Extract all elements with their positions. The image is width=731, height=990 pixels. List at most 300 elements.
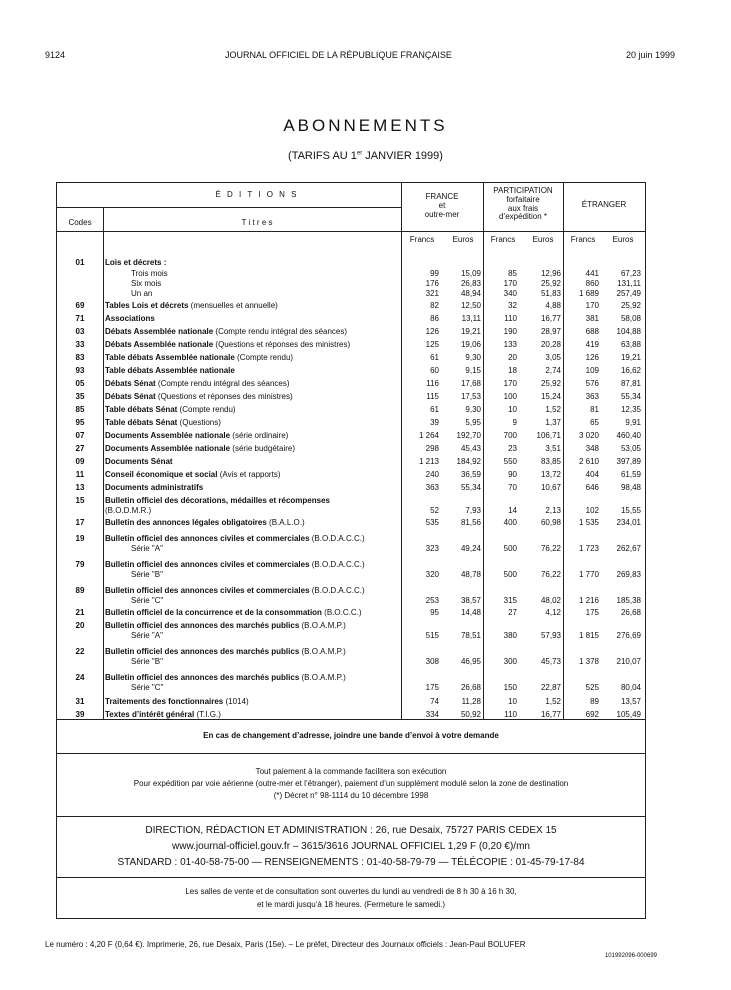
row-value: 12,50 — [460, 301, 481, 310]
row-code: 21 — [75, 608, 85, 617]
row-value: 52 — [430, 506, 439, 515]
row-code: 20 — [75, 621, 85, 630]
row-value: 80,04 — [620, 683, 641, 692]
row-value: 2 610 — [578, 457, 599, 466]
row-title — [105, 340, 405, 349]
row-title-detail: (Compte rendu) — [177, 405, 236, 414]
row-code: 35 — [75, 392, 85, 401]
row-value: 61 — [430, 353, 439, 362]
row-title-bold: Bulletin officiel des annonces civiles et commerciales — [105, 560, 310, 569]
francs-subheader: Francs — [570, 235, 596, 244]
row-value: 74 — [430, 697, 439, 706]
row-title — [105, 683, 431, 692]
row-title-detail: Série "C" — [131, 683, 164, 692]
row-title-detail: (B.O.D.A.C.C.) — [309, 534, 365, 543]
row-title — [105, 279, 431, 288]
row-value: 1 723 — [578, 544, 599, 553]
row-title — [105, 673, 405, 682]
row-title — [105, 483, 405, 492]
row-value: 22,87 — [540, 683, 561, 692]
row-code: 95 — [75, 418, 85, 427]
row-value: 320 — [425, 570, 439, 579]
row-value: 10,67 — [540, 483, 561, 492]
row-value: 170 — [585, 301, 599, 310]
row-value: 60,98 — [540, 518, 561, 527]
change-notice: En cas de changement d’adresse, joindre une bande d’envoi à votre demande — [56, 719, 646, 754]
row-value: 397,89 — [616, 457, 641, 466]
row-value: 26,68 — [460, 683, 481, 692]
row-value: 276,69 — [616, 631, 641, 640]
table-row — [57, 544, 645, 560]
journal-title: JOURNAL OFFICIEL DE LA RÉPUBLIQUE FRANÇAISE — [225, 50, 452, 60]
website-line: www.journal-officiel.gouv.fr – 3615/3616 JOURNAL OFFICIEL 1,29 F (0,20 €)/mn — [172, 841, 530, 852]
row-value: 404 — [585, 470, 599, 479]
row-value: 25,92 — [540, 279, 561, 288]
row-value: 210,07 — [616, 657, 641, 666]
row-value: 363 — [585, 392, 599, 401]
codes-header: Codes — [68, 218, 92, 227]
row-title — [105, 518, 405, 527]
row-value: 1 213 — [418, 457, 439, 466]
row-value: 81,56 — [460, 518, 481, 527]
row-value: 13,11 — [461, 314, 481, 323]
row-title-detail: Un an — [131, 289, 153, 298]
row-title-detail: Série "A" — [131, 544, 163, 553]
row-title — [105, 353, 405, 362]
row-value: 67,23 — [620, 269, 641, 278]
row-value: 55,34 — [460, 483, 481, 492]
issue-date: 20 juin 1999 — [625, 50, 675, 60]
row-value: 7,93 — [465, 506, 481, 515]
row-value: 131,11 — [617, 279, 641, 288]
row-value: 110 — [504, 710, 517, 719]
row-code: 89 — [75, 586, 85, 595]
row-code: 85 — [75, 405, 85, 414]
row-value: 19,06 — [460, 340, 481, 349]
divider — [57, 231, 645, 232]
row-value: 400 — [503, 518, 517, 527]
page-header — [45, 50, 675, 64]
row-title-bold: Table débats Assemblée nationale — [105, 366, 235, 375]
row-title-bold: Table débats Sénat — [105, 418, 178, 427]
table-row — [57, 586, 645, 596]
row-value: 240 — [425, 470, 439, 479]
table-row — [57, 418, 645, 431]
row-value: 39 — [430, 418, 439, 427]
row-title-bold: Débats Assemblée nationale — [105, 327, 214, 336]
row-value: 23 — [508, 444, 517, 453]
row-value: 125 — [425, 340, 439, 349]
row-value: 87,81 — [620, 379, 641, 388]
row-value: 192,70 — [456, 431, 481, 440]
row-title-bold: Débats Sénat — [105, 392, 156, 401]
row-value: 50,92 — [460, 710, 481, 719]
row-value: 82 — [430, 301, 439, 310]
row-value: 1 378 — [578, 657, 599, 666]
row-value: 700 — [503, 431, 517, 440]
table-row — [57, 431, 645, 444]
row-title-detail: (B.O.D.A.C.C.) — [309, 560, 365, 569]
row-title-detail: (série ordinaire) — [230, 431, 289, 440]
france-header: FRANCE et outre-mer — [424, 192, 460, 219]
address-line: DIRECTION, RÉDACTION ET ADMINISTRATION : 26, rue Desaix, 75727 PARIS CEDEX 15 — [145, 825, 557, 836]
row-value: 1,52 — [545, 697, 561, 706]
table-row — [57, 353, 645, 366]
row-code: 69 — [75, 301, 85, 310]
row-title-bold: Bulletin des annonces légales obligatoires — [105, 518, 267, 527]
rates-table — [56, 182, 646, 720]
row-value: 110 — [504, 314, 517, 323]
row-value: 257,49 — [616, 289, 641, 298]
row-title-detail: (mensuelles et annuelle) — [188, 301, 278, 310]
row-value: 11,28 — [461, 697, 481, 706]
opening-hours — [56, 878, 646, 919]
row-title — [105, 621, 405, 630]
page-number: 9124 — [45, 50, 66, 60]
editions-header: É D I T I O N S — [215, 190, 299, 199]
row-title-bold: Conseil économique et social — [105, 470, 218, 479]
row-title-bold: Bulletin officiel des annonces des marchés publics — [105, 647, 300, 656]
row-value: 3,05 — [545, 353, 561, 362]
row-title — [105, 596, 431, 605]
table-row — [57, 621, 645, 631]
row-value: 190 — [503, 327, 517, 336]
row-value: 1 815 — [578, 631, 599, 640]
row-code: 31 — [75, 697, 85, 706]
row-value: 98,48 — [620, 483, 641, 492]
payment-note: Pour expédition par voie aérienne (outre-mer et l’étranger), paiement d’un supplément modulé selon la zone de destination — [133, 779, 569, 788]
row-value: 15,24 — [540, 392, 561, 401]
row-title-bold: Bulletin officiel des annonces des marchés publics — [105, 673, 300, 682]
row-value: 65 — [590, 418, 599, 427]
row-value: 2,74 — [545, 366, 561, 375]
row-value: 51,83 — [540, 289, 561, 298]
row-title-bold: Documents Assemblée nationale — [105, 431, 231, 440]
table-row — [57, 608, 645, 621]
row-title-detail: (1014) — [223, 697, 249, 706]
row-value: 860 — [585, 279, 599, 288]
row-value: 1 216 — [578, 596, 599, 605]
row-value: 1 770 — [578, 570, 599, 579]
row-title-bold: Table débats Sénat — [105, 405, 178, 414]
table-row — [57, 327, 645, 340]
row-value: 1,37 — [545, 418, 561, 427]
row-code: 09 — [75, 457, 85, 466]
table-row — [57, 631, 645, 647]
table-row — [57, 683, 645, 697]
row-value: 550 — [503, 457, 517, 466]
row-value: 9,15 — [465, 366, 481, 375]
row-title-bold: Bulletin officiel des annonces civiles et commerciales — [105, 534, 310, 543]
payment-note: Tout paiement à la commande facilitera son exécution — [255, 767, 447, 776]
row-code: 33 — [75, 340, 85, 349]
table-row — [57, 392, 645, 405]
row-value: 2,13 — [545, 506, 561, 515]
row-value: 298 — [425, 444, 439, 453]
row-title-bold: Tables Lois et décrets — [105, 301, 189, 310]
participation-header: PARTICIPATION forfaitaire aux frais d’expédition * — [493, 186, 553, 222]
row-title-detail: (B.O.A.M.P.) — [299, 647, 346, 656]
direction-block — [56, 817, 646, 878]
row-value: 61,59 — [620, 470, 641, 479]
row-value: 300 — [503, 657, 517, 666]
row-value: 9,30 — [465, 353, 481, 362]
row-value: 19,21 — [460, 327, 481, 336]
row-value: 16,62 — [620, 366, 641, 375]
row-title-bold: Bulletin officiel des décorations, médailles et récompenses — [105, 496, 330, 505]
row-value: 234,01 — [616, 518, 641, 527]
row-code: 39 — [75, 710, 85, 719]
row-value: 253 — [425, 596, 439, 605]
row-title — [105, 608, 405, 617]
table-row — [57, 506, 645, 518]
row-code: 11 — [75, 470, 85, 479]
row-code: 22 — [75, 647, 85, 656]
row-value: 19,21 — [620, 353, 641, 362]
row-title-bold: Bulletin officiel des annonces civiles et commerciales — [105, 586, 310, 595]
row-value: 38,57 — [460, 596, 481, 605]
table-row — [57, 657, 645, 673]
row-title-detail: (Compte rendu intégral des séances) — [155, 379, 290, 388]
row-value: 48,78 — [460, 570, 481, 579]
table-row — [57, 289, 645, 301]
table-row — [57, 379, 645, 392]
table-row — [57, 518, 645, 534]
row-value: 308 — [425, 657, 439, 666]
row-title-detail: Trois mois — [131, 269, 168, 278]
row-title-bold: Traitements des fonctionnaires — [105, 697, 224, 706]
row-title — [105, 289, 431, 298]
row-value: 17,68 — [460, 379, 481, 388]
row-value: 185,38 — [616, 596, 641, 605]
table-row — [57, 314, 645, 327]
row-code: 71 — [75, 314, 85, 323]
row-value: 175 — [585, 608, 599, 617]
row-value: 535 — [425, 518, 439, 527]
row-title — [105, 431, 405, 440]
row-value: 380 — [503, 631, 517, 640]
row-title-detail: (Questions) — [177, 418, 221, 427]
row-value: 321 — [425, 289, 439, 298]
row-value: 3 020 — [578, 431, 599, 440]
table-row — [57, 269, 645, 279]
row-title — [105, 258, 405, 267]
phone-line: STANDARD : 01-40-58-75-00 — RENSEIGNEMENTS : 01-40-58-79-79 — TÉLÉCOPIE : 01-45-79-17-84 — [117, 857, 585, 868]
row-title-bold: Table débats Assemblée nationale — [105, 353, 235, 362]
row-title-bold: Débats Assemblée nationale — [105, 340, 214, 349]
table-row — [57, 570, 645, 586]
row-value: 170 — [503, 279, 517, 288]
table-row — [57, 647, 645, 657]
row-title — [105, 710, 405, 719]
table-row — [57, 405, 645, 418]
row-title-bold: Documents Sénat — [105, 457, 173, 466]
row-code: 07 — [75, 431, 85, 440]
row-value: 340 — [503, 289, 517, 298]
titres-header: T i t r e s — [241, 218, 273, 227]
row-title-bold: Lois et décrets : — [105, 258, 167, 267]
row-value: 95 — [430, 608, 439, 617]
row-value: 525 — [585, 683, 599, 692]
row-value: 25,92 — [620, 301, 641, 310]
row-value: 109 — [585, 366, 599, 375]
table-row — [57, 673, 645, 683]
row-value: 9,91 — [625, 418, 641, 427]
table-row — [57, 340, 645, 353]
row-value: 17,53 — [460, 392, 481, 401]
footer-imprint: Le numéro : 4,20 F (0,64 €). Imprimerie, 26, rue Desaix, Paris (15e). – Le préfet, Directeur des Journaux officiels : Jean-Paul BOLUFER — [45, 940, 526, 949]
payment-note: (*) Décret n° 98-1114 du 10 décembre 1998 — [273, 791, 429, 800]
row-value: 83,85 — [540, 457, 561, 466]
table-row — [57, 457, 645, 470]
row-title — [105, 586, 405, 595]
row-value: 49,24 — [460, 544, 481, 553]
row-value: 12,96 — [540, 269, 561, 278]
row-value: 86 — [430, 314, 439, 323]
row-value: 688 — [585, 327, 599, 336]
row-value: 20,28 — [540, 340, 561, 349]
row-value: 48,02 — [540, 596, 561, 605]
row-value: 15,55 — [620, 506, 641, 515]
row-title-detail: (Avis et rapports) — [217, 470, 281, 479]
row-value: 26,83 — [460, 279, 481, 288]
row-title — [105, 544, 431, 553]
row-title — [105, 269, 431, 278]
row-value: 45,73 — [540, 657, 561, 666]
etranger-header: ÉTRANGER — [581, 200, 627, 209]
row-value: 126 — [585, 353, 599, 362]
table-row — [57, 560, 645, 570]
row-value: 90 — [508, 470, 517, 479]
row-value: 14 — [508, 506, 517, 515]
row-code: 17 — [75, 518, 85, 527]
row-value: 500 — [503, 570, 517, 579]
row-value: 10 — [508, 697, 517, 706]
table-row — [57, 258, 645, 269]
row-code: 15 — [75, 496, 85, 505]
row-title-bold: Documents Assemblée nationale — [105, 444, 231, 453]
table-row — [57, 596, 645, 608]
euros-subheader: Euros — [612, 235, 634, 244]
table-row — [57, 496, 645, 506]
row-value: 27 — [508, 608, 517, 617]
table-body — [57, 258, 645, 723]
row-title — [105, 327, 405, 336]
payment-notes — [56, 754, 646, 817]
row-title-detail: (T.I.G.) — [194, 710, 221, 719]
row-value: 315 — [503, 596, 517, 605]
row-value: 170 — [503, 379, 517, 388]
row-value: 61 — [430, 405, 439, 414]
row-title — [105, 457, 405, 466]
row-title — [105, 631, 431, 640]
row-title-detail: (B.O.D.A.C.C.) — [309, 586, 365, 595]
row-title — [105, 697, 405, 706]
row-title-bold: Documents administratifs — [105, 483, 204, 492]
row-value: 60 — [430, 366, 439, 375]
row-value: 323 — [425, 544, 439, 553]
row-value: 133 — [503, 340, 517, 349]
row-title-bold: Débats Sénat — [105, 379, 156, 388]
row-value: 460,40 — [616, 431, 641, 440]
row-title — [105, 470, 405, 479]
row-value: 115 — [426, 392, 439, 401]
divider — [57, 207, 401, 208]
row-value: 70 — [508, 483, 517, 492]
table-row — [57, 470, 645, 483]
row-value: 3,51 — [545, 444, 561, 453]
row-value: 104,88 — [616, 327, 641, 336]
row-value: 269,83 — [616, 570, 641, 579]
page-title: ABONNEMENTS — [283, 116, 448, 135]
row-value: 18 — [508, 366, 517, 375]
row-value: 1 264 — [418, 431, 439, 440]
row-title — [105, 301, 405, 310]
table-row — [57, 301, 645, 314]
row-title — [105, 314, 405, 323]
row-value: 20 — [508, 353, 517, 362]
row-value: 348 — [585, 444, 599, 453]
row-title-detail: (série budgétaire) — [230, 444, 295, 453]
subtitle: (TARIFS AU 1er JANVIER 1999) — [288, 150, 443, 162]
row-value: 9,30 — [465, 405, 481, 414]
row-value: 89 — [590, 697, 599, 706]
row-value: 106,71 — [536, 431, 561, 440]
row-value: 14,48 — [460, 608, 481, 617]
table-row — [57, 534, 645, 544]
row-code: 27 — [75, 444, 85, 453]
row-value: 646 — [585, 483, 599, 492]
hours-line: et le mardi jusqu’à 18 heures. (Fermeture le samedi.) — [256, 900, 446, 909]
row-title-detail: (Questions et réponses des ministres) — [155, 392, 293, 401]
row-title-detail: (B.O.A.M.P.) — [299, 673, 346, 682]
row-value: 126 — [425, 327, 439, 336]
row-value: 175 — [425, 683, 439, 692]
row-value: 28,97 — [540, 327, 561, 336]
row-value: 13,72 — [540, 470, 561, 479]
row-value: 5,95 — [465, 418, 481, 427]
row-title-detail: (Questions et réponses des ministres) — [213, 340, 351, 349]
row-title-detail: (B.O.A.M.P.) — [299, 621, 346, 630]
row-value: 102 — [585, 506, 599, 515]
row-value: 1 535 — [578, 518, 599, 527]
row-value: 13,57 — [620, 697, 641, 706]
row-title — [105, 392, 405, 401]
row-value: 105,49 — [616, 710, 641, 719]
table-row — [57, 697, 645, 710]
row-value: 4,12 — [545, 608, 561, 617]
row-value: 363 — [425, 483, 439, 492]
reference-number: 101992096-000699 — [604, 953, 657, 959]
row-value: 78,51 — [460, 631, 481, 640]
row-value: 9 — [512, 418, 517, 427]
row-title — [105, 496, 405, 505]
row-title-bold: Bulletin officiel des annonces des marchés publics — [105, 621, 300, 630]
row-title-detail: Série "C" — [131, 596, 164, 605]
row-value: 515 — [425, 631, 439, 640]
row-value: 12,35 — [620, 405, 641, 414]
row-value: 16,77 — [540, 314, 561, 323]
row-value: 100 — [503, 392, 517, 401]
table-row — [57, 444, 645, 457]
row-value: 85 — [508, 269, 517, 278]
row-value: 176 — [425, 279, 439, 288]
hours-line: Les salles de vente et de consultation sont ouvertes du lundi au vendredi de 8 h 30 à 16 h 30, — [185, 887, 517, 896]
row-value: 46,95 — [460, 657, 481, 666]
row-title — [105, 506, 405, 515]
row-value: 36,59 — [460, 470, 481, 479]
row-value: 419 — [585, 340, 599, 349]
